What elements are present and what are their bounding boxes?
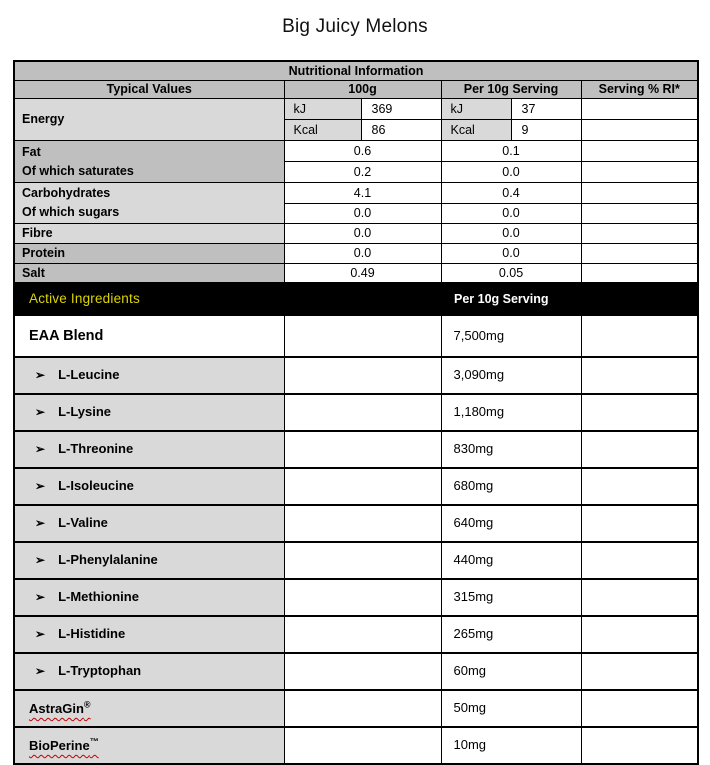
saturates-value-10g: 0.0 — [441, 162, 581, 183]
protein-row — [14, 244, 698, 264]
ingredient-empty-cell — [284, 653, 441, 690]
header-per-10g-serving: Per 10g Serving — [441, 81, 581, 99]
fat-value-100g: 0.6 — [284, 141, 441, 162]
eaa-blend-ri-cell — [581, 315, 698, 357]
energy-kcal-unit-100g: Kcal — [284, 120, 361, 141]
ingredient-amount: 440mg — [441, 542, 581, 579]
ingredient-label: L-Isoleucine — [58, 478, 134, 494]
energy-kj-row — [14, 99, 698, 120]
trademark-symbol: ™ — [89, 736, 99, 747]
eaa-blend-label: EAA Blend — [14, 315, 284, 357]
ingredient-label-cell — [14, 505, 284, 542]
energy-label: Energy — [14, 99, 284, 141]
bioperine-amount: 10mg — [441, 727, 581, 764]
ingredient-empty-cell — [284, 394, 441, 431]
saturates-value-100g: 0.2 — [284, 162, 441, 183]
ingredient-ri-cell — [581, 690, 698, 727]
energy-kcal-ri-cell — [581, 120, 698, 141]
carbohydrates-value-100g: 4.1 — [284, 183, 441, 204]
fibre-row — [14, 224, 698, 244]
arrow-bullet-icon: ➢ — [35, 664, 46, 679]
sugars-ri-cell — [581, 204, 698, 224]
energy-kj-unit-10g: kJ — [441, 99, 511, 120]
salt-label: Salt — [14, 264, 284, 284]
energy-kcal-value-100g: 86 — [361, 120, 441, 141]
energy-kcal-unit-10g: Kcal — [441, 120, 511, 141]
eaa-blend-amount: 7,500mg — [441, 315, 581, 357]
arrow-bullet-icon: ➢ — [35, 405, 46, 420]
ingredient-amount: 315mg — [441, 579, 581, 616]
ingredient-ri-cell — [581, 505, 698, 542]
arrow-bullet-icon: ➢ — [35, 479, 46, 494]
carbohydrates-label: Carbohydrates — [22, 186, 111, 200]
fibre-value-100g: 0.0 — [284, 224, 441, 244]
sugars-value-10g: 0.0 — [441, 204, 581, 224]
ingredient-ri-cell — [581, 431, 698, 468]
ingredient-empty-cell — [284, 431, 441, 468]
energy-kj-ri-cell — [581, 99, 698, 120]
ingredient-label: L-Phenylalanine — [58, 552, 158, 568]
astragin-label: AstraGin® — [29, 699, 91, 717]
ingredient-row — [14, 394, 698, 431]
fibre-label: Fibre — [14, 224, 284, 244]
ingredient-row — [14, 505, 698, 542]
salt-ri-cell — [581, 264, 698, 284]
ingredient-amount: 640mg — [441, 505, 581, 542]
registered-symbol: ® — [83, 699, 91, 710]
column-header-row — [14, 81, 698, 99]
active-per-10g-label: Per 10g Serving — [454, 291, 549, 306]
energy-kj-value-100g: 369 — [361, 99, 441, 120]
arrow-bullet-icon: ➢ — [35, 590, 46, 605]
sugars-value-100g: 0.0 — [284, 204, 441, 224]
fat-label-cell — [14, 141, 284, 183]
ingredient-empty-cell — [284, 542, 441, 579]
ingredient-amount: 1,180mg — [441, 394, 581, 431]
carbohydrates-ri-cell — [581, 183, 698, 204]
ingredient-row — [14, 653, 698, 690]
ingredient-amount: 60mg — [441, 653, 581, 690]
ingredient-row — [14, 357, 698, 394]
ingredient-empty-cell — [284, 690, 441, 727]
arrow-bullet-icon: ➢ — [35, 442, 46, 457]
ingredient-label-cell — [14, 468, 284, 505]
arrow-bullet-icon: ➢ — [35, 627, 46, 642]
section-title-row — [14, 61, 698, 81]
fat-row — [14, 141, 698, 162]
carbohydrates-label-cell — [14, 183, 284, 224]
carbohydrates-value-10g: 0.4 — [441, 183, 581, 204]
nutritional-information-header: Nutritional Information — [14, 61, 698, 81]
ingredient-label: L-Tryptophan — [58, 663, 142, 679]
active-ingredients-header-row — [14, 283, 698, 315]
ingredient-label-cell — [14, 394, 284, 431]
ingredient-ri-cell — [581, 542, 698, 579]
fibre-ri-cell — [581, 224, 698, 244]
branded-ingredient-row — [14, 690, 698, 727]
ingredient-label: L-Threonine — [58, 441, 134, 457]
energy-kj-value-10g: 37 — [511, 99, 581, 120]
ingredient-ri-cell — [581, 394, 698, 431]
header-serving-ri: Serving % RI* — [581, 81, 698, 99]
ingredient-empty-cell — [284, 505, 441, 542]
header-typical-values: Typical Values — [14, 81, 284, 99]
protein-value-100g: 0.0 — [284, 244, 441, 264]
ingredient-label-cell — [14, 542, 284, 579]
bioperine-label: BioPerine™ — [29, 736, 99, 754]
ingredient-label: L-Histidine — [58, 626, 126, 642]
page-title: Big Juicy Melons — [282, 16, 428, 37]
astragin-amount: 50mg — [441, 690, 581, 727]
energy-kcal-value-10g: 9 — [511, 120, 581, 141]
ingredient-label-cell — [14, 653, 284, 690]
fat-ri-cell — [581, 141, 698, 162]
ingredient-empty-cell — [284, 579, 441, 616]
ingredient-ri-cell — [581, 579, 698, 616]
ingredient-label-cell — [14, 357, 284, 394]
saturates-label: Of which saturates — [22, 163, 134, 178]
ingredient-amount: 3,090mg — [441, 357, 581, 394]
ingredient-row — [14, 431, 698, 468]
ingredient-label: L-Lysine — [58, 404, 112, 420]
arrow-bullet-icon: ➢ — [35, 516, 46, 531]
energy-kj-unit-100g: kJ — [284, 99, 361, 120]
ingredient-row — [14, 616, 698, 653]
ingredient-ri-cell — [581, 357, 698, 394]
ingredient-empty-cell — [284, 616, 441, 653]
ingredient-row — [14, 542, 698, 579]
eaa-blend-row — [14, 315, 698, 357]
header-100g: 100g — [284, 81, 441, 99]
sugars-label: Of which sugars — [22, 205, 120, 219]
ingredient-label-cell — [14, 579, 284, 616]
fat-label: Fat — [22, 144, 41, 159]
protein-value-10g: 0.0 — [441, 244, 581, 264]
saturates-ri-cell — [581, 162, 698, 183]
protein-ri-cell — [581, 244, 698, 264]
arrow-bullet-icon: ➢ — [35, 553, 46, 568]
ingredient-amount: 265mg — [441, 616, 581, 653]
ingredient-label: L-Leucine — [58, 367, 120, 383]
protein-label: Protein — [14, 244, 284, 264]
salt-row — [14, 264, 698, 284]
arrow-bullet-icon: ➢ — [35, 368, 46, 383]
astragin-label-cell — [14, 690, 284, 727]
ingredient-amount: 830mg — [441, 431, 581, 468]
salt-value-100g: 0.49 — [284, 264, 441, 284]
eaa-blend-empty-cell — [284, 315, 441, 357]
nutrition-table — [13, 60, 699, 765]
ingredient-label: L-Methionine — [58, 589, 139, 605]
active-ingredients-label: Active Ingredients — [29, 291, 140, 307]
salt-value-10g: 0.05 — [441, 264, 581, 284]
ingredient-empty-cell — [284, 468, 441, 505]
active-ingredients-bar — [14, 283, 698, 315]
ingredient-empty-cell — [284, 357, 441, 394]
ingredient-amount: 680mg — [441, 468, 581, 505]
ingredient-ri-cell — [581, 616, 698, 653]
ingredient-label-cell — [14, 616, 284, 653]
carbohydrates-row — [14, 183, 698, 204]
ingredient-ri-cell — [581, 468, 698, 505]
ingredient-row — [14, 468, 698, 505]
fat-value-10g: 0.1 — [441, 141, 581, 162]
ingredient-label: L-Valine — [58, 515, 108, 531]
ingredient-label-cell — [14, 431, 284, 468]
fibre-value-10g: 0.0 — [441, 224, 581, 244]
ingredient-ri-cell — [581, 653, 698, 690]
ingredient-row — [14, 579, 698, 616]
